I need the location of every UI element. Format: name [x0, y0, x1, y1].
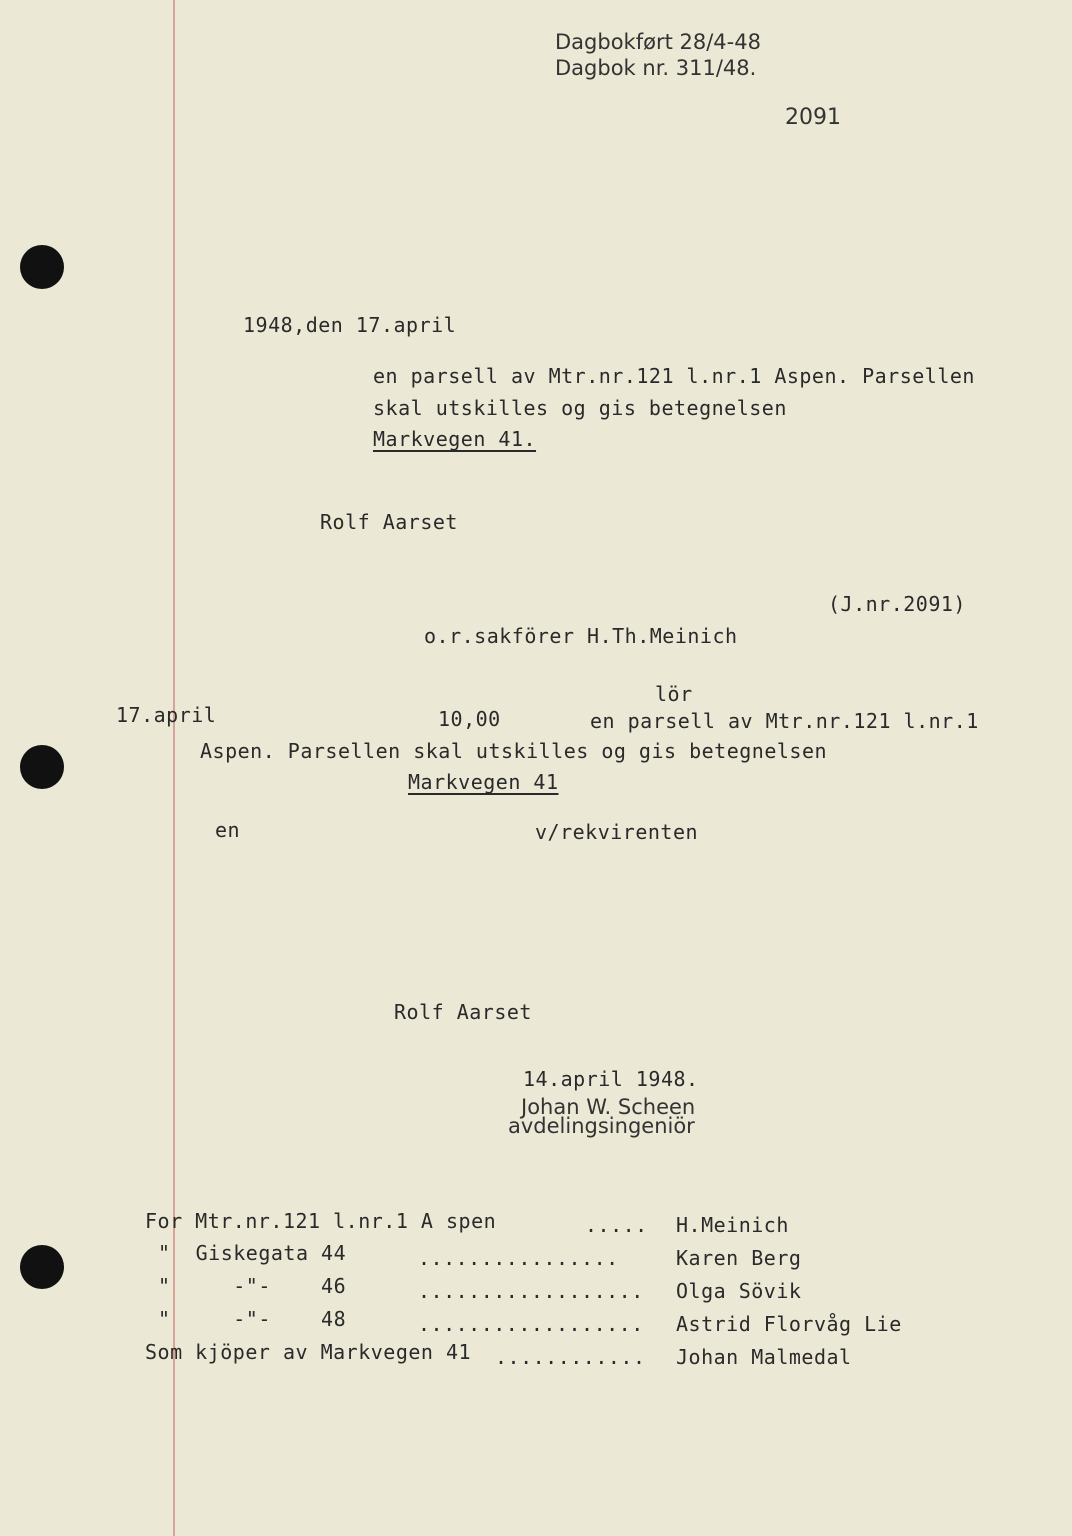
- margin-line: [173, 0, 175, 1536]
- neighbour-left: " -"- 48: [158, 1307, 347, 1331]
- page-number: 2091: [785, 105, 841, 130]
- lawyer-name: o.r.sakförer H.Th.Meinich: [424, 624, 738, 648]
- punch-hole-top: [20, 245, 64, 289]
- parcel-line-1: en parsell av Mtr.nr.121 l.nr.1 Aspen. Parsellen: [373, 364, 975, 388]
- sign-date: 14.april 1948.: [523, 1067, 699, 1091]
- journal-reference: (J.nr.2091): [828, 592, 966, 616]
- date-short: 17.april: [116, 703, 217, 727]
- neighbour-name: Karen Berg: [676, 1246, 802, 1270]
- engineer-name: Johan W. Scheen: [521, 1095, 696, 1119]
- parcel-line-2: skal utskilles og gis betegnelsen: [373, 396, 787, 420]
- en-text: en: [215, 818, 241, 842]
- neighbour-left: " -"- 46: [158, 1274, 347, 1298]
- neighbour-name: Olga Sövik: [676, 1279, 802, 1303]
- entry-date: 1948,den 17.april: [243, 313, 457, 337]
- time: 10,00: [438, 707, 501, 731]
- neighbour-dots: ................: [418, 1246, 619, 1270]
- neighbour-dots: ..................: [418, 1312, 644, 1336]
- neighbour-dots: ............: [495, 1345, 646, 1369]
- engineer-title: avdelingsingeniör: [508, 1114, 695, 1138]
- neighbour-left: For Mtr.nr.121 l.nr.1 A spen: [145, 1209, 497, 1233]
- parcel-name: Markvegen 41.: [373, 427, 537, 451]
- repeat-line-1: en parsell av Mtr.nr.121 l.nr.1: [590, 709, 979, 733]
- neighbour-left: Som kjöper av Markvegen 41: [145, 1340, 472, 1364]
- punch-hole-middle: [20, 745, 64, 789]
- weekday: lör: [655, 682, 693, 706]
- repeat-parcel-name: Markvegen 41: [408, 770, 559, 794]
- dagbokfort-stamp: Dagbokført 28/4-48: [555, 30, 761, 54]
- neighbour-left: " Giskegata 44: [158, 1241, 347, 1265]
- neighbour-name: Astrid Florvåg Lie: [676, 1312, 902, 1336]
- rekvirent-text: v/rekvirenten: [535, 820, 699, 844]
- repeat-line-2: Aspen. Parsellen skal utskilles og gis betegnelsen: [200, 739, 828, 763]
- owner-signature-name: Rolf Aarset: [394, 1000, 532, 1024]
- punch-hole-bottom: [20, 1245, 64, 1289]
- neighbour-name: Johan Malmedal: [676, 1345, 852, 1369]
- owner-name: Rolf Aarset: [320, 510, 458, 534]
- neighbour-dots: ..................: [418, 1279, 644, 1303]
- neighbour-name: H.Meinich: [676, 1213, 789, 1237]
- dagbok-number-stamp: Dagbok nr. 311/48.: [555, 56, 757, 80]
- neighbour-dots: .....: [585, 1213, 648, 1237]
